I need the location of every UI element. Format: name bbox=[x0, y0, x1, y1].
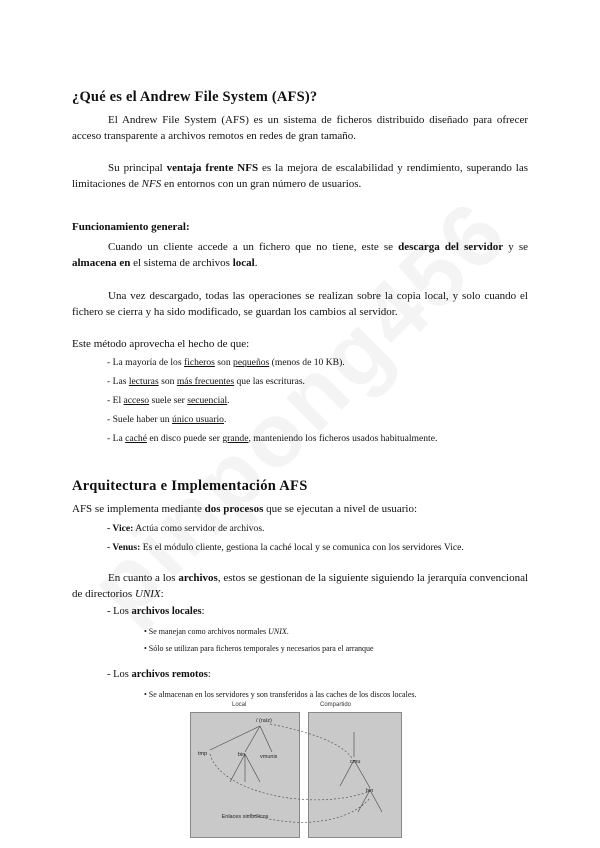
figure-title-compartido: Compartido bbox=[320, 702, 352, 708]
arquitectura-paragraph-2 bbox=[72, 570, 528, 602]
text-bold: - Vice: bbox=[107, 523, 134, 534]
text-run: En cuanto a los bbox=[108, 572, 179, 584]
figure-node: / (raíz) bbox=[256, 718, 272, 724]
text-run: • Sólo se utilizan para ficheros temporales y necesarios para el arranque bbox=[144, 644, 374, 653]
text-bold: archivos remotos bbox=[131, 669, 208, 680]
text-underline: grande bbox=[222, 433, 249, 444]
text-bold: descarga del servidor bbox=[398, 241, 504, 253]
afs-filesystem-figure bbox=[190, 702, 402, 838]
text-run: - Los bbox=[107, 606, 132, 617]
figure-node: vmunix bbox=[260, 754, 278, 760]
text-underline: caché bbox=[125, 433, 147, 444]
text-underline: más frecuentes bbox=[176, 376, 235, 387]
section-heading-arquitectura: Arquitectura e Implementación AFS bbox=[72, 478, 308, 494]
text-underline: acceso bbox=[123, 395, 150, 406]
text-run: - Las bbox=[107, 376, 129, 387]
text-bold: almacena en bbox=[72, 257, 131, 269]
list-item-vice bbox=[107, 522, 264, 535]
text-run: el sistema de archivos bbox=[130, 257, 233, 269]
list-item bbox=[107, 432, 437, 445]
sub-list-item bbox=[144, 643, 374, 654]
text-bold: archivos locales bbox=[131, 606, 202, 617]
list-item bbox=[107, 413, 226, 426]
sub-list-item bbox=[144, 626, 289, 637]
text-run: es la mejora de escalabilidad y rendimiento, superando las limitaciones de bbox=[72, 162, 529, 190]
list-item bbox=[107, 375, 305, 388]
funcionamiento-paragraph-1 bbox=[72, 239, 528, 271]
figure-node: bin bbox=[366, 788, 374, 794]
text-run: Cuando un cliente accede a un fichero que no tiene, este se bbox=[108, 241, 399, 253]
text-underline: ficheros bbox=[184, 357, 215, 368]
sub-list-item bbox=[144, 689, 417, 700]
text-run: . bbox=[286, 627, 289, 636]
figure-title-local: Local bbox=[232, 702, 247, 708]
text-run: - La mayoría de los bbox=[107, 357, 184, 368]
intro-paragraph-1: El Andrew File System (AFS) es un sistema de ficheros distribuido diseñado para ofrecer acceso transparente a archivos remotos en redes de gran tamaño. bbox=[72, 114, 528, 142]
funcionamiento-paragraph-2: Una vez descargado, todas las operaciones se realizan sobre la copia local, y solo cuando el fichero se cierra y ha sido modificado, se guardan los cambios al servidor. bbox=[72, 290, 528, 318]
text-run: . bbox=[227, 395, 230, 406]
figure-node: bin bbox=[238, 752, 246, 758]
text-run: . bbox=[254, 257, 258, 269]
text-run: - Los bbox=[107, 669, 132, 680]
text-run: (menos de 10 KB). bbox=[269, 357, 345, 368]
text-run: , estos se gestionan de la siguiente siguiendo la jerarquía convencional de directorios bbox=[72, 572, 529, 600]
text-run: • Se almacenan en los servidores y son transferidos a las caches de los discos locales. bbox=[144, 690, 417, 699]
text-underline: único usuario bbox=[172, 414, 224, 425]
text-run: son bbox=[158, 376, 177, 387]
text-bold: - Venus: bbox=[107, 542, 141, 553]
text-run: . bbox=[223, 414, 227, 425]
arquitectura-paragraph-1 bbox=[72, 501, 528, 517]
text-run: Actúa como servidor de archivos. bbox=[133, 523, 265, 534]
text-run: Es el módulo cliente, gestiona la caché local y se comunica con los servidores Vice. bbox=[140, 542, 464, 553]
text-run: , manteniendo los ficheros usados habitualmente. bbox=[248, 433, 438, 444]
page-title: ¿Qué es el Andrew File System (AFS)? bbox=[72, 89, 318, 105]
intro-paragraph-2 bbox=[72, 160, 528, 192]
text-run: • Se manejan como archivos normales bbox=[144, 627, 269, 636]
text-run: que se ejecutan a nivel de usuario: bbox=[263, 503, 418, 515]
text-run: en disco puede ser bbox=[146, 433, 223, 444]
text-run: que las escrituras. bbox=[234, 376, 305, 387]
list-item bbox=[107, 394, 230, 407]
text-run: en entornos con un gran número de usuarios. bbox=[161, 178, 362, 190]
figure-node: cmu bbox=[350, 759, 361, 765]
list-item-venus bbox=[107, 541, 464, 554]
text-underline: secuencial bbox=[187, 395, 228, 406]
text-run: AFS se implementa mediante bbox=[72, 503, 205, 515]
list-item-archivos-locales bbox=[107, 605, 205, 618]
text-italic: UNIX bbox=[268, 627, 287, 636]
text-run: son bbox=[214, 357, 234, 368]
text-italic: UNIX bbox=[134, 588, 161, 600]
text-bold: ventaja frente NFS bbox=[166, 162, 259, 174]
text-underline: lecturas bbox=[128, 376, 159, 387]
funcionamiento-lead: Este método aprovecha el hecho de que: bbox=[72, 338, 250, 350]
text-bold: archivos bbox=[178, 572, 218, 584]
figure-node: Enlaces simbólicos bbox=[221, 814, 269, 820]
text-run: - Suele haber un bbox=[107, 414, 173, 425]
text-run: - El bbox=[107, 395, 124, 406]
text-underline: pequeños bbox=[233, 357, 270, 368]
text-bold: dos procesos bbox=[204, 503, 264, 515]
text-run: : bbox=[201, 606, 205, 617]
text-run: y se bbox=[503, 241, 528, 253]
text-run: : bbox=[160, 588, 164, 600]
text-run: - La bbox=[107, 433, 126, 444]
text-italic: NFS bbox=[141, 178, 162, 190]
section-heading-funcionamiento: Funcionamiento general: bbox=[72, 221, 190, 233]
text-bold: local bbox=[232, 257, 255, 269]
text-run: Su principal bbox=[108, 162, 167, 174]
text-run: suele ser bbox=[149, 395, 188, 406]
list-item bbox=[107, 356, 345, 369]
list-item-archivos-remotos bbox=[107, 668, 211, 681]
text-run: : bbox=[207, 669, 211, 680]
figure-node: tmp bbox=[198, 751, 208, 757]
